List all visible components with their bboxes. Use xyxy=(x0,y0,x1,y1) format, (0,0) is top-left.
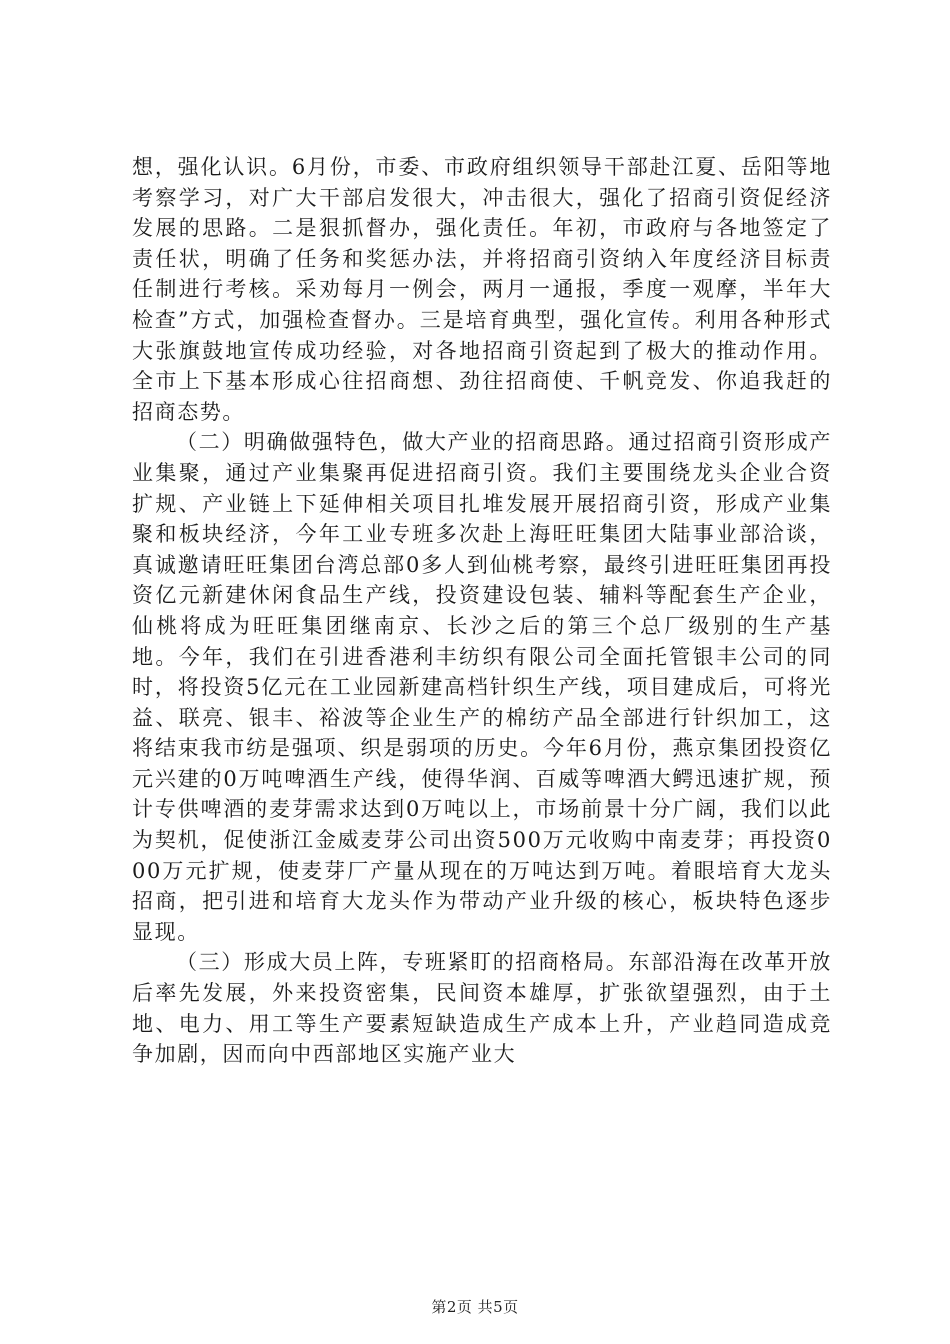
document-body xyxy=(132,152,832,1070)
paragraph-continuation: 想，强化认识。6月份，市委、市政府组织领导干部赴江夏、岳阳等地考察学习，对广大干部启发很大，冲击很大，强化了招商引资促经济发展的思路。二是狠抓督办，强化责任。年初，市政府与各地签定了责任状，明确了任务和奖惩办法，并将招商引资纳入年度经济目标责任制进行考核。采劝每月一例会，两月一通报，季度一观摩，半年大检查”方式，加强检查督办。三是培育典型，强化宣传。利用各种形式大张旗鼓地宣传成功经验，对各地招商引资起到了极大的推动作用。全市上下基本形成心往招商想、劲往招商使、千帆竞发、你追我赶的招商态势。 xyxy=(132,155,832,424)
paragraph-section-three: （三）形成大员上阵，专班紧盯的招商格局。东部沿海在改革开放后率先发展，外来投资密集，民间资本雄厚，扩张欲望强烈，由于土地、电力、用工等生产要素短缺造成生产成本上升，产业趋同造成竞争加剧，因而向中西部地区实施产业大 xyxy=(132,950,832,1067)
page-number-footer: 第2页 共5页 xyxy=(431,1298,519,1316)
paragraph-section-two: （二）明确做强特色，做大产业的招商思路。通过招商引资形成产业集聚，通过产业集聚再促进招商引资。我们主要围绕龙头企业合资扩规、产业链上下延伸相关项目扎堆发展开展招商引资，形成产业集聚和板块经济，今年工业专班多次赴上海旺旺集团大陆事业部洽谈，真诚邀请旺旺集团台湾总部0多人到仙桃考察，最终引进旺旺集团再投资亿元新建休闲食品生产线，投资建设包装、辅料等配套生产企业，仙桃将成为旺旺集团继南京、长沙之后的第三个总厂级别的生产基地。今年，我们在引进香港利丰纺织有限公司全面托管银丰公司的同时，将投资5亿元在工业园新建高档针织生产线，项目建成后，可将光益、联亮、银丰、裕波等企业生产的棉纺产品全部进行针织加工，这将结束我市纺是强项、织是弱项的历史。今年6月份，燕京集团投资亿元兴建的0万吨啤酒生产线，使得华润、百威等啤酒大鳄迅速扩规，预计专供啤酒的麦芽需求达到0万吨以上，市场前景十分广阔，我们以此为契机，促使浙江金威麦芽公司出资500万元收购中南麦芽；再投资000万元扩规，使麦芽厂产量从现在的万吨达到万吨。着眼培育大龙头招商，把引进和培育大龙头作为带动产业升级的核心，板块特色逐步显现。 xyxy=(132,430,832,944)
